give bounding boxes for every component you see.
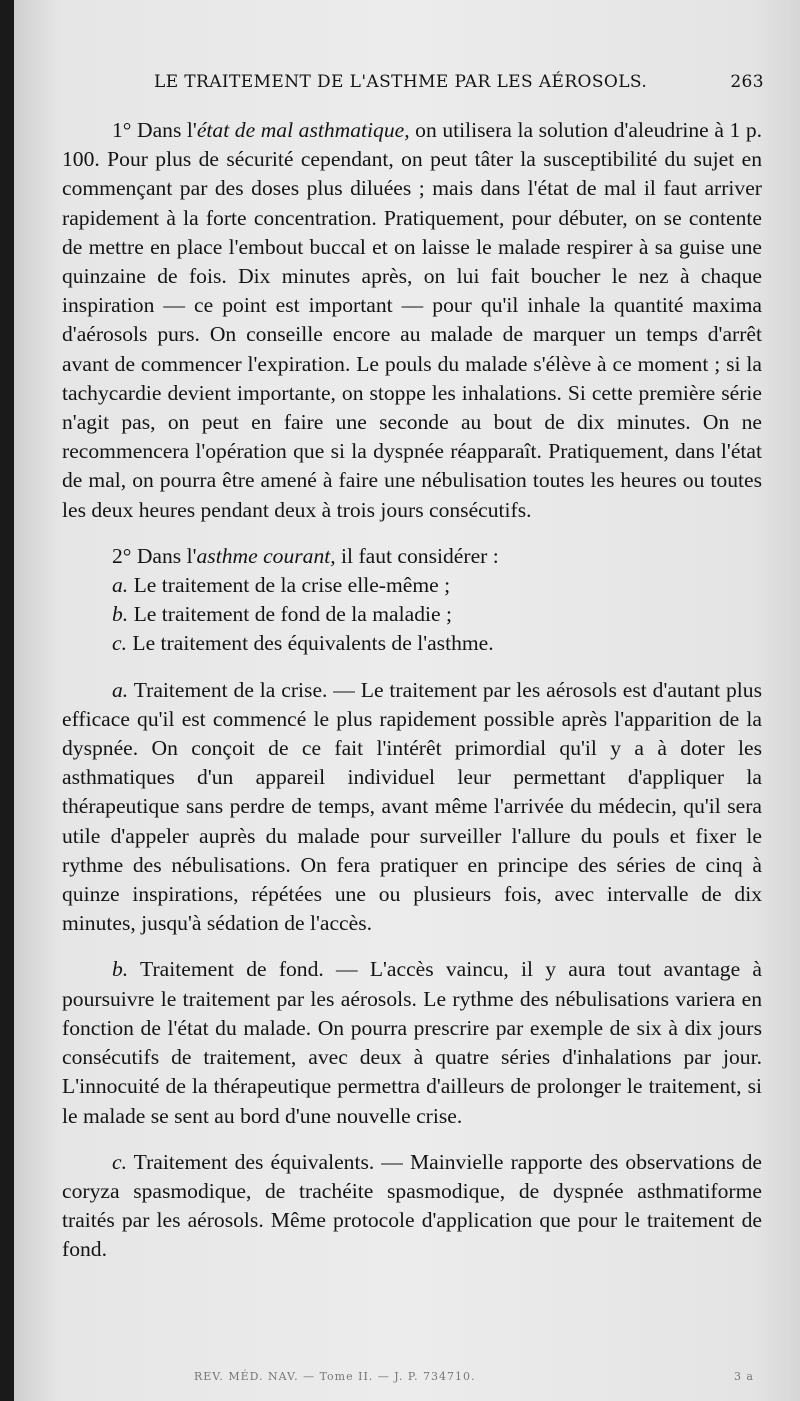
print-footer [194, 1370, 754, 1383]
book-page [14, 0, 800, 1401]
section-letter: b. [112, 957, 129, 982]
list-letter: c. [112, 631, 127, 656]
printer-signature: REV. MÉD. NAV. — Tome II. — J. P. 734710. [194, 1370, 476, 1383]
list-text: Le traitement de fond de la maladie ; [128, 602, 452, 627]
list-item [62, 600, 762, 629]
list-text: Le traitement de la crise elle-même ; [128, 573, 451, 598]
paragraph-traitement-crise [62, 676, 762, 939]
paragraph-prefix: 2° Dans l' [112, 543, 197, 568]
paragraph-etat-de-mal [62, 116, 762, 525]
paragraph-text: on utilisera la solution d'aleudrine à 1 p. 100. Pour plus de sécurité cependant, on peut tâter la susceptibilité du sujet en commençant par des doses plus diluées ; mais dans l'état de mal il faut arriver rapidement à la forte concentration. Pratiquement, pour débuter, on se contente de mettre en place l'embout buccal et on laisse le malade respirer à sa guise une quinzaine de fois. Dix minutes après, on lui fait boucher le nez à chaque inspiration — ce point est important — pour qu'il inhale la quantité maxima d'aérosols purs. On conseille encore au malade de marquer un temps d'arrêt avant de commencer l'expiration. Le pouls du malade s'élève à ce moment ; si la tachycardie devient importante, on stoppe les inhalations. Si cette première série n'agit pas, on peut en faire une seconde au bout de dix minutes. On ne recommencera l'opération que si la dyspnée réapparaît. Pratiquement, dans l'état de mal, on pourra être amené à faire une nébulisation toutes les heures ou toutes les deux heures pendant deux à trois jours consécutifs. [62, 118, 763, 522]
paragraph-prefix: 1° Dans l' [112, 118, 197, 142]
list-text: Le traitement des équivalents de l'asthme. [126, 631, 494, 656]
paragraph-asthme-courant [62, 542, 762, 571]
list-letter: a. [112, 573, 129, 598]
list-item [62, 629, 762, 658]
section-letter: a. [112, 677, 129, 702]
chapter-title: LE TRAITEMENT DE L'ASTHME PAR LES AÉROSOLS. [154, 72, 648, 92]
list-item [62, 571, 762, 600]
paragraph-text: Traitement des équivalents. — Mainvielle rapporte des observations de coryza spasmodique, de trachéite spasmodique, de dyspnée asthmatiforme traités par les aérosols. Même protocole d'application que pour le traitement de fond. [62, 1149, 762, 1262]
running-head [144, 72, 764, 92]
paragraph-traitement-fond [62, 955, 762, 1130]
emphasis-term: asthme courant, [196, 543, 336, 568]
paragraph-text: Traitement de fond. — L'accès vaincu, il y aura tout avantage à poursuivre le traitement par les aérosols. Le rythme des nébulisations variera en fonction de l'état du malade. On pourra prescrire par exemple de six à dix jours consécutifs de traitement, avec deux à quatre séries d'inhalations par jour. L'innocuité de la thérapeutique permettra d'ailleurs de prolonger le traitement, si le malade se sent au bord d'une nouvelle crise. [62, 957, 762, 1128]
body-text [62, 116, 762, 1265]
paragraph-text: Traitement de la crise. — Le traitement par les aérosols est d'autant plus efficace qu'il est commencé le plus rapidement possible après l'apparition de la dyspnée. On conçoit de ce fait l'intérêt primordial qu'il y a à doter les asthmatiques d'un appareil individuel leur permettant d'appliquer la thérapeutique sans perdre de temps, avant même l'arrivée du médecin, qu'il sera utile d'appeler auprès du malade pour surveiller l'allure du pouls et fixer le rythme des nébulisations. On fera pratiquer en principe des séries de cinq à quinze inspirations, répétées une ou plusieurs fois, avec intervalle de dix minutes, jusqu'à sédation de l'accès. [62, 677, 762, 936]
section-letter: c. [112, 1149, 127, 1174]
paragraph-text: il faut considérer : [335, 543, 499, 568]
signature-mark: 3 a [733, 1370, 754, 1383]
page-number: 263 [730, 72, 764, 92]
list-letter: b. [112, 602, 129, 627]
emphasis-term: état de mal asthmatique, [196, 118, 410, 142]
paragraph-traitement-equivalents [62, 1148, 762, 1265]
